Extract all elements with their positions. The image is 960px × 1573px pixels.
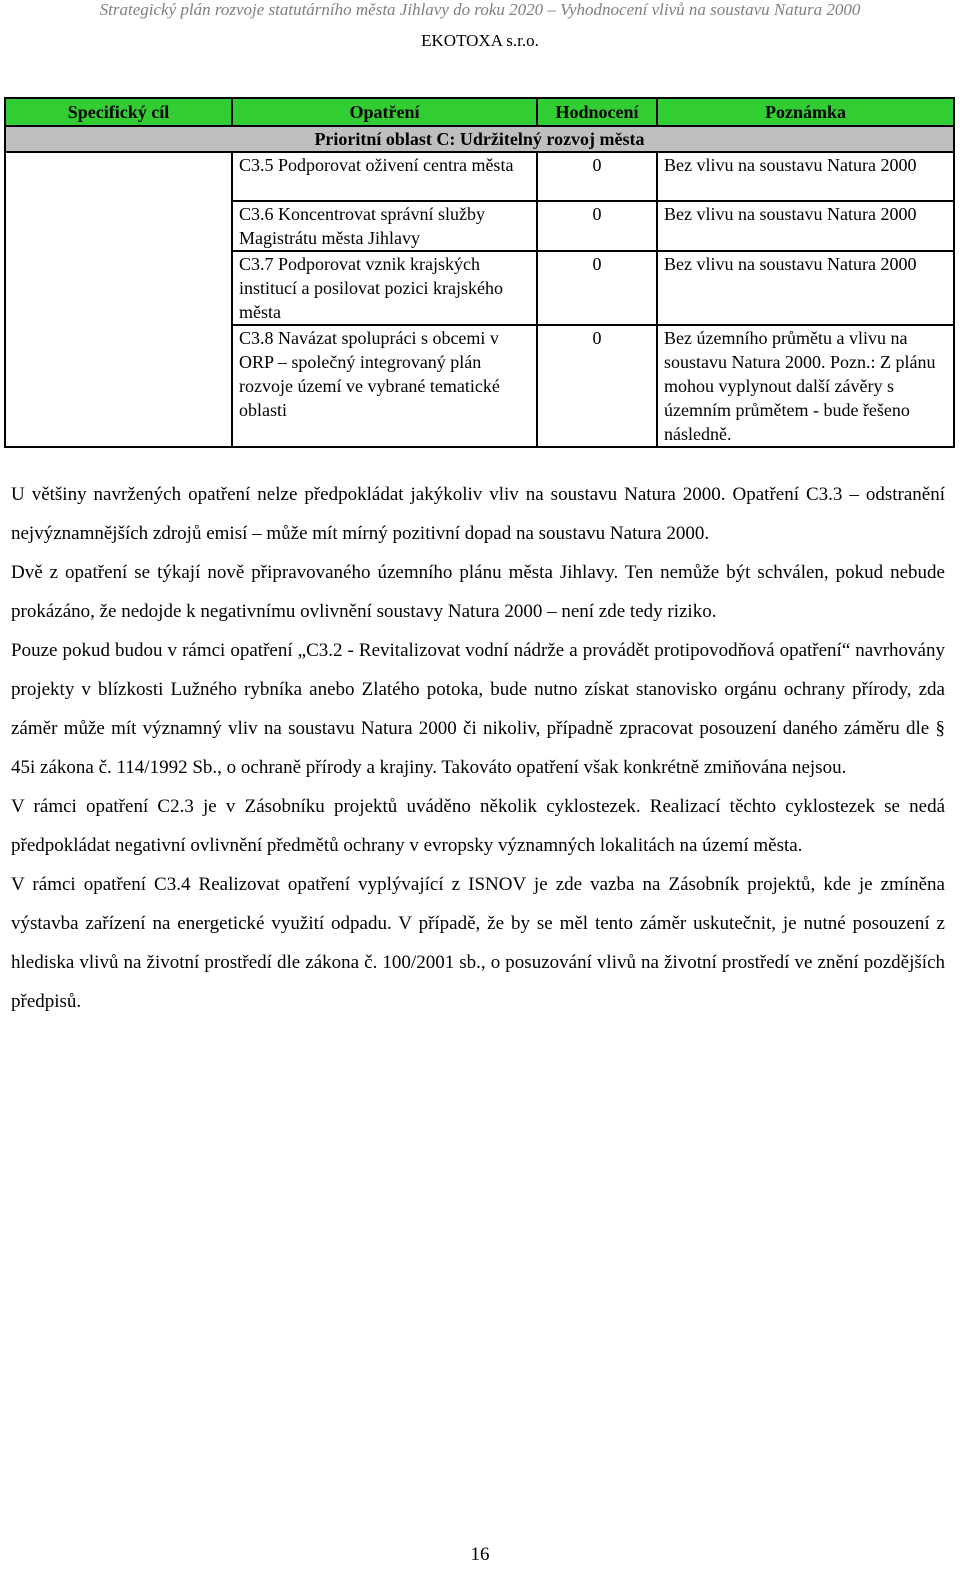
paragraph: U většiny navržených opatření nelze předpokládat jakýkoliv vliv na soustavu Natura 2000. Opatření C3.3 – odstranění nejvýznamnějších zdrojů emisí – může mít mírný pozitivní dopad na soustavu Natura 2000. xyxy=(11,484,945,544)
paragraph: Pouze pokud budou v rámci opatření „C3.2 - Revitalizovat vodní nádrže a provádět protipovodňová opatření“ navrhovány projekty v blízkosti Lužného rybníka anebo Zlatého potoka, bude nutno získat stanovisko orgánu ochrany přírody, zda záměr může mít významný vliv na soustavu Natura 2000 či nikoliv, případně zpracovat posouzení daného záměru dle § 45i zákona č. 114/1992 Sb., o ochraně přírody a krajiny. Takováto opatření však konkrétně zmiňována nejsou. xyxy=(11,640,945,778)
table-row xyxy=(5,152,954,201)
column-header: Hodnocení xyxy=(537,98,657,126)
paragraph: V rámci opatření C2.3 je v Zásobníku projektů uváděno několik cyklostezek. Realizací těchto cyklostezek se nedá předpokládat negativní ovlivnění předmětů ochrany v evropsky významných lokalitách na území města. xyxy=(11,796,945,856)
measure-cell: C3.5 Podporovat oživení centra města xyxy=(232,152,537,201)
column-header: Opatření xyxy=(232,98,537,126)
score-cell: 0 xyxy=(537,251,657,325)
body-text xyxy=(11,475,945,1021)
document-header-company: EKOTOXA s.r.o. xyxy=(421,31,539,50)
note-cell: Bez vlivu na soustavu Natura 2000 xyxy=(657,152,954,201)
paragraph: Dvě z opatření se týkají nově připravovaného územního plánu města Jihlavy. Ten nemůže být schválen, pokud nebude prokázáno, že nedojde k negativnímu ovlivnění soustavy Natura 2000 – není zde tedy riziko. xyxy=(11,562,945,622)
measure-cell: C3.8 Navázat spolupráci s obcemi v ORP – společný integrovaný plán rozvoje území ve vybrané tematické oblasti xyxy=(232,325,537,447)
measure-cell: C3.6 Koncentrovat správní služby Magistrátu města Jihlavy xyxy=(232,201,537,251)
document-header-title: Strategický plán rozvoje statutárního města Jihlavy do roku 2020 – Vyhodnocení vlivů na soustavu Natura 2000 xyxy=(99,0,861,19)
goal-cell xyxy=(5,251,232,325)
priority-area-row xyxy=(5,126,954,152)
table-row xyxy=(5,251,954,325)
score-cell: 0 xyxy=(537,325,657,447)
score-cell: 0 xyxy=(537,201,657,251)
table-header-row xyxy=(5,98,954,126)
goal-cell xyxy=(5,152,232,201)
paragraph: V rámci opatření C3.4 Realizovat opatření vyplývající z ISNOV je zde vazba na Zásobník projektů, kde je zmíněna výstavba zařízení na energetické využití odpadu. V případě, že by se měl tento záměr uskutečnit, je nutné posouzení z hlediska vlivů na životní prostředí dle zákona č. 100/2001 sb., o posuzování vlivů na životní prostředí ve znění pozdějších předpisů. xyxy=(11,874,945,1012)
assessment-table xyxy=(4,97,955,448)
note-cell: Bez vlivu na soustavu Natura 2000 xyxy=(657,251,954,325)
note-cell: Bez územního průmětu a vlivu na soustavu Natura 2000. Pozn.: Z plánu mohou vyplynout další závěry s územním průmětem - bude řešeno následně. xyxy=(657,325,954,447)
column-header: Poznámka xyxy=(657,98,954,126)
goal-cell xyxy=(5,325,232,447)
table-row xyxy=(5,325,954,447)
column-header: Specifický cíl xyxy=(5,98,232,126)
score-cell: 0 xyxy=(537,152,657,201)
note-cell: Bez vlivu na soustavu Natura 2000 xyxy=(657,201,954,251)
measure-cell: C3.7 Podporovat vznik krajských institucí a posilovat pozici krajského města xyxy=(232,251,537,325)
table-row xyxy=(5,201,954,251)
priority-area-label: Prioritní oblast C: Udržitelný rozvoj města xyxy=(5,126,954,152)
goal-cell xyxy=(5,201,232,251)
page-number: 16 xyxy=(470,1544,490,1565)
